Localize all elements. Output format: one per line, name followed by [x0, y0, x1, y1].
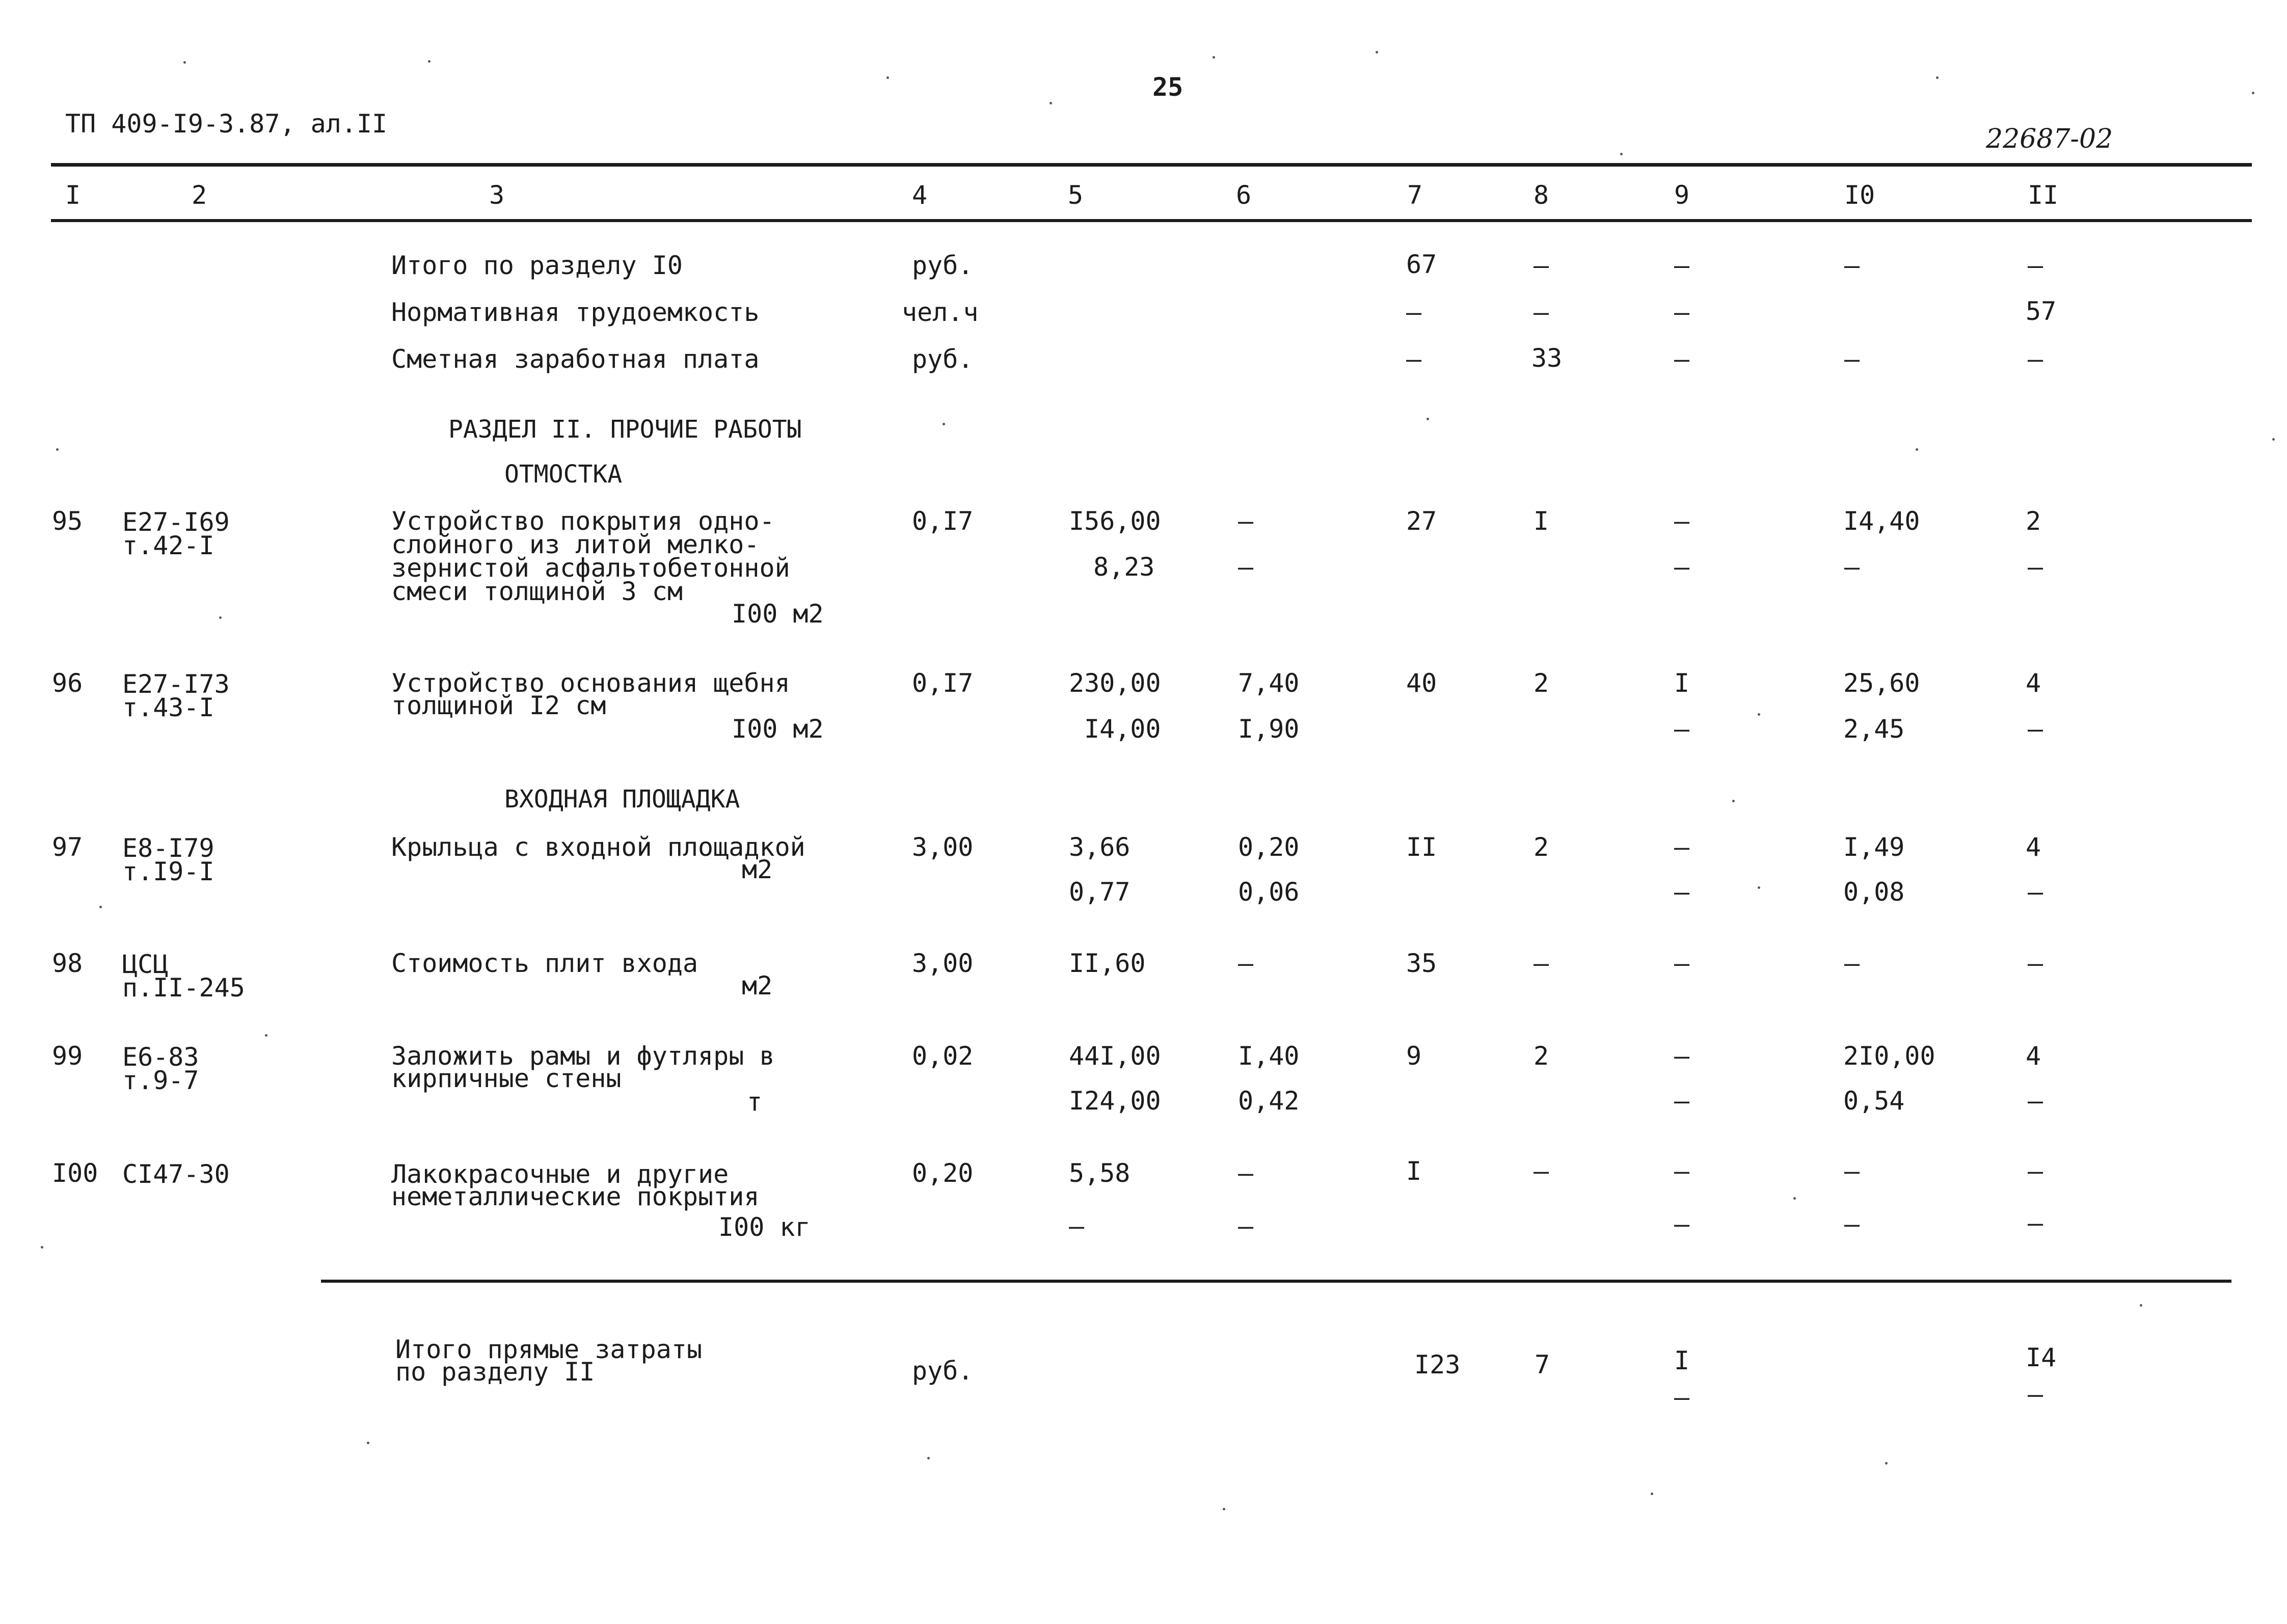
cell-col8: 2: [1533, 668, 1549, 698]
cell-col6: 0,06: [1238, 877, 1300, 907]
cell-col8: 2: [1533, 832, 1549, 862]
work-description: Устройство основания щебня: [391, 668, 790, 698]
col-header: 9: [1674, 180, 1690, 210]
cell-col6: –: [1238, 1158, 1254, 1188]
cell-col7: 27: [1406, 506, 1437, 536]
unit-of-measure: I00 м2: [732, 714, 824, 744]
cell-col11: –: [2028, 1086, 2043, 1116]
work-description: кирпичные стены: [391, 1064, 622, 1093]
cell-col9: –: [1674, 832, 1690, 862]
cell-col11: –: [2028, 251, 2043, 280]
cell-col8: 7: [1535, 1350, 1550, 1379]
cell-col10: –: [1844, 552, 1860, 582]
work-description: Лакокрасочные и другие: [391, 1159, 729, 1189]
cell-col8: –: [1533, 949, 1549, 978]
inventory-number: 22687-02: [1986, 124, 2113, 154]
totals-separator-rule: [321, 1280, 2231, 1283]
cell-col6: 7,40: [1238, 668, 1300, 698]
cell-col7: I23: [1414, 1350, 1461, 1379]
col-header: 4: [912, 180, 928, 210]
price-code: ЦСЦ: [122, 950, 169, 979]
price-code: т.42-I: [122, 531, 214, 560]
unit-of-measure: м2: [742, 855, 773, 884]
cell-col5: 0,77: [1069, 877, 1131, 907]
cell-col6: –: [1238, 552, 1254, 582]
cell-col10: I,49: [1843, 832, 1905, 862]
cell-col8: 33: [1531, 343, 1563, 373]
work-description: зернистой асфальтобетонной: [391, 553, 790, 583]
cell-col11: I4: [2026, 1343, 2057, 1372]
cell-col9: –: [1674, 1209, 1690, 1239]
cell-col10: –: [1844, 344, 1860, 374]
cell-col11: 4: [2026, 668, 2041, 698]
col-header: 2: [192, 180, 207, 210]
unit-of-measure: м2: [742, 971, 773, 1000]
cell-col5: 8,23: [1093, 552, 1155, 582]
cell-col5: I56,00: [1069, 506, 1161, 536]
cell-col7: 35: [1406, 949, 1437, 978]
cell-col9: –: [1674, 1156, 1690, 1186]
cell-col9: –: [1674, 1086, 1690, 1116]
row-name: Итого по разделу I0: [391, 251, 683, 280]
price-code: т.I9-I: [122, 857, 214, 886]
cell-col9: I: [1674, 1346, 1690, 1375]
col-header: I0: [1844, 180, 1875, 210]
row-number: 95: [52, 506, 83, 536]
cell-col11: –: [2028, 949, 2043, 978]
cell-col10: 0,08: [1843, 877, 1905, 907]
cell-col4: 0,02: [912, 1041, 974, 1071]
price-code: п.II-245: [122, 973, 245, 1003]
cell-col6: –: [1238, 506, 1254, 536]
cell-col10: –: [1844, 251, 1860, 280]
cell-col10: 2I0,00: [1843, 1041, 1935, 1071]
row-unit: руб.: [912, 344, 974, 374]
col-header: II: [2028, 180, 2059, 210]
col-header: I: [65, 180, 81, 210]
cell-col9: –: [1674, 714, 1690, 744]
row-number: 96: [52, 668, 83, 698]
cell-col5: II,60: [1069, 949, 1146, 978]
cell-col6: 0,42: [1238, 1086, 1300, 1116]
cell-col5: 3,66: [1069, 832, 1131, 862]
row-unit: чел.ч: [902, 297, 979, 327]
work-description: неметаллические покрытия: [391, 1182, 760, 1211]
row-name: по разделу II: [395, 1357, 595, 1387]
cell-col10: –: [1844, 1156, 1860, 1186]
page-number: 25: [1152, 72, 1183, 102]
cell-col7: 67: [1406, 250, 1437, 279]
price-code: Е6-83: [122, 1042, 199, 1072]
cell-col8: –: [1533, 297, 1549, 327]
cell-col9: –: [1674, 251, 1690, 280]
cell-col11: –: [2028, 1208, 2043, 1238]
col-header: 6: [1236, 180, 1252, 210]
cell-col9: I: [1674, 668, 1690, 698]
cell-col5: 230,00: [1069, 668, 1161, 698]
row-name: Сметная заработная плата: [391, 344, 760, 374]
cell-col4: 3,00: [912, 832, 974, 862]
work-description: смеси толщиной 3 см: [391, 577, 683, 606]
cell-col11: –: [2028, 552, 2043, 582]
cell-col7: 40: [1406, 668, 1437, 698]
cell-col11: –: [2028, 1156, 2043, 1186]
row-number: 99: [52, 1041, 83, 1071]
cell-col8: –: [1533, 251, 1549, 280]
cell-col6: –: [1238, 949, 1254, 978]
subsection-title-otmostka: ОТМОСТКА: [504, 460, 623, 489]
price-code: т.9-7: [122, 1066, 199, 1095]
cell-col10: 25,60: [1843, 668, 1920, 698]
cell-col7: 9: [1406, 1041, 1422, 1071]
cell-col11: –: [2028, 344, 2043, 374]
cell-col5: I4,00: [1084, 714, 1161, 744]
cell-col11: –: [2028, 714, 2043, 744]
cell-col5: 5,58: [1069, 1158, 1131, 1188]
row-unit: руб.: [912, 251, 974, 280]
work-description: слойного из литой мелко-: [391, 530, 760, 559]
cell-col7: –: [1406, 297, 1422, 327]
row-number: 97: [52, 832, 83, 862]
cell-col11: –: [2028, 1379, 2043, 1409]
col-header: 7: [1407, 180, 1423, 210]
cell-col9: –: [1674, 506, 1690, 536]
cell-col6: 0,20: [1238, 832, 1300, 862]
cell-col10: 0,54: [1843, 1086, 1905, 1116]
cell-col10: I4,40: [1843, 506, 1920, 536]
header-top-rule: [51, 163, 2252, 167]
row-name: Итого прямые затраты: [395, 1335, 703, 1364]
cell-col10: 2,45: [1843, 714, 1905, 744]
price-code: Е27-I69: [122, 507, 230, 537]
cell-col11: 4: [2026, 832, 2041, 862]
cell-col4: 0,I7: [912, 506, 974, 536]
price-code: Е8-I79: [122, 833, 214, 863]
row-name: Нормативная трудоемкость: [391, 297, 760, 327]
unit-of-measure: I00 м2: [732, 599, 824, 629]
col-header: 5: [1068, 180, 1084, 210]
cell-col6: I,40: [1238, 1041, 1300, 1071]
cell-col11: 2: [2026, 506, 2041, 536]
work-description: толщиной I2 см: [391, 691, 606, 720]
cell-col9: –: [1674, 344, 1690, 374]
cell-col5: 44I,00: [1069, 1041, 1161, 1071]
cell-col9: –: [1674, 1383, 1690, 1412]
row-number: I00: [52, 1158, 98, 1188]
cell-col11: 57: [2026, 296, 2057, 326]
row-number: 98: [52, 949, 83, 978]
price-code: т.43-I: [122, 693, 214, 722]
cell-col4: 3,00: [912, 949, 974, 978]
cell-col7: II: [1406, 832, 1437, 862]
work-description: Заложить рамы и футляры в: [391, 1041, 775, 1071]
row-unit: руб.: [912, 1356, 974, 1386]
cell-col6: I,90: [1238, 714, 1300, 744]
cell-col7: I: [1406, 1156, 1422, 1186]
section-title: РАЗДЕЛ II. ПРОЧИЕ РАБОТЫ: [448, 415, 802, 444]
cell-col5: –: [1069, 1211, 1085, 1241]
unit-of-measure: I00 кг: [718, 1212, 811, 1242]
col-header: 8: [1533, 180, 1549, 210]
work-description: Стоимость плит входа: [391, 949, 698, 978]
cell-col8: I: [1533, 506, 1549, 536]
cell-col11: 4: [2026, 1041, 2041, 1071]
cell-col9: –: [1674, 949, 1690, 978]
work-description: Устройство покрытия одно-: [391, 506, 775, 536]
cell-col8: 2: [1533, 1041, 1549, 1071]
cell-col9: –: [1674, 877, 1690, 907]
cell-col9: –: [1674, 297, 1690, 327]
cell-col4: 0,20: [912, 1158, 974, 1188]
cell-col10: –: [1844, 949, 1860, 978]
cell-col9: –: [1674, 1041, 1690, 1071]
subsection-title-entrance: ВХОДНАЯ ПЛОЩАДКА: [504, 785, 740, 814]
cell-col9: –: [1674, 552, 1690, 582]
cell-col5: I24,00: [1069, 1086, 1161, 1116]
cell-col6: –: [1238, 1211, 1254, 1241]
price-code: СI47-30: [122, 1159, 230, 1189]
cell-col4: 0,I7: [912, 668, 974, 698]
cell-col11: –: [2028, 877, 2043, 907]
cell-col7: –: [1406, 344, 1422, 374]
cell-col8: –: [1533, 1156, 1549, 1186]
price-code: Е27-I73: [122, 669, 230, 699]
work-description: Крыльца с входной площадкой: [391, 832, 805, 862]
col-header: 3: [489, 180, 505, 210]
document-code: ТП 409-I9-3.87, ал.II: [65, 109, 388, 139]
unit-of-measure: т: [747, 1087, 763, 1117]
header-bottom-rule: [51, 219, 2252, 222]
cell-col10: –: [1844, 1209, 1860, 1239]
